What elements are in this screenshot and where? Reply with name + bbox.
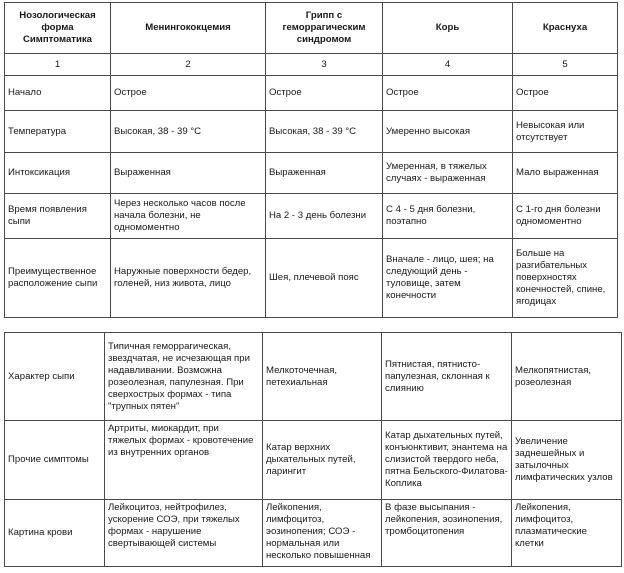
header-row [5, 3, 618, 54]
table-cell: Острое [513, 76, 618, 111]
table-cell: Вначале - лицо, шея; на следующий день - туловище, затем конечности [383, 239, 513, 318]
table-cell: Мелкопятнистая, розеолезная [512, 333, 622, 421]
table-row [5, 111, 618, 153]
column-number: 2 [111, 54, 266, 76]
table-row [5, 194, 618, 239]
header-cell: Краснуха [513, 3, 618, 54]
row-label: Прочие симптомы [5, 421, 105, 500]
row-label: Характер сыпи [5, 333, 105, 421]
table-cell: С 4 - 5 дня болезни, поэтапно [383, 194, 513, 239]
header-cell: Нозологическая форма Симптоматика [5, 3, 111, 54]
table-cell: Выраженная [111, 153, 266, 194]
table-cell: Умеренно высокая [383, 111, 513, 153]
header-cell: Грипп с геморрагическим синдромом [266, 3, 383, 54]
table-cell: Мелкоточечная, петехиальная [263, 333, 382, 421]
table-cell: Мало выраженная [513, 153, 618, 194]
page-break [0, 324, 624, 332]
table-cell: Лейкоцитоз, нейтрофилез, ускорение СОЭ, при тяжелых формах - нарушение свертывающей системы [105, 500, 263, 567]
table-cell: Невысокая или отсутствует [513, 111, 618, 153]
table-cell: Высокая, 38 - 39 °С [266, 111, 383, 153]
row-label: Начало [5, 76, 111, 111]
table-cell: Артриты, миокардит, при тяжелых формах - кровотечение из внутренних органов [105, 421, 263, 500]
table-cell: Через несколько часов после начала болезни, не одномоментно [111, 194, 266, 239]
row-label: Время появления сыпи [5, 194, 111, 239]
row-label: Преимущественное расположение сыпи [5, 239, 111, 318]
table-cell: Увеличение заднешейных и затылочных лимфатических узлов [512, 421, 622, 500]
table-cell: Типичная геморрагическая, звездчатая, не исчезающая при надавливании. Возможна розеолезная, папулезная. При сверхострых формах - типа "трупных пятен" [105, 333, 263, 421]
table-cell: Больше на разгибательных поверхностях конечностей, спине, ягодицах [513, 239, 618, 318]
table-cell: Острое [383, 76, 513, 111]
table-cell: Лейкопения, лимфоцитоз, плазматические клетки [512, 500, 622, 567]
table-cell: Шея, плечевой пояс [266, 239, 383, 318]
table-row [5, 239, 618, 318]
table-cell: Умеренная, в тяжелых случаях - выраженная [383, 153, 513, 194]
symptom-table-part-2 [4, 332, 622, 567]
table-row [5, 76, 618, 111]
symptom-table-part-1 [4, 2, 618, 318]
header-cell: Корь [383, 3, 513, 54]
table-cell: Острое [266, 76, 383, 111]
column-number: 5 [513, 54, 618, 76]
table-cell: Наружные поверхности бедер, голеней, низ живота, лицо [111, 239, 266, 318]
table-cell: На 2 - 3 день болезни [266, 194, 383, 239]
table-cell: В фазе высыпания - лейкопения, эозинопения, тромбоцитопения [382, 500, 512, 567]
table-row [5, 500, 622, 567]
row-label: Интоксикация [5, 153, 111, 194]
row-label: Температура [5, 111, 111, 153]
table-cell: Катар дыхательных путей, конъюнктивит, энантема на слизистой твердого неба, пятна Бельского-Филатова-Коплика [382, 421, 512, 500]
column-number: 4 [383, 54, 513, 76]
table-cell: С 1-го дня болезни одномоментно [513, 194, 618, 239]
table-cell: Пятнистая, пятнисто-папулезная, склонная к слиянию [382, 333, 512, 421]
table-cell: Катар верхних дыхательных путей, ларингит [263, 421, 382, 500]
row-label: Картина крови [5, 500, 105, 567]
table-cell: Высокая, 38 - 39 °С [111, 111, 266, 153]
header-cell: Менингококцемия [111, 3, 266, 54]
table-cell: Лейкопения, лимфоцитоз, эозинопения; СОЭ - нормальная или несколько повышенная [263, 500, 382, 567]
column-number-row [5, 54, 618, 76]
column-number: 3 [266, 54, 383, 76]
table-row [5, 333, 622, 421]
table-cell: Острое [111, 76, 266, 111]
table-row [5, 153, 618, 194]
column-number: 1 [5, 54, 111, 76]
table-cell: Выраженная [266, 153, 383, 194]
table-row [5, 421, 622, 500]
